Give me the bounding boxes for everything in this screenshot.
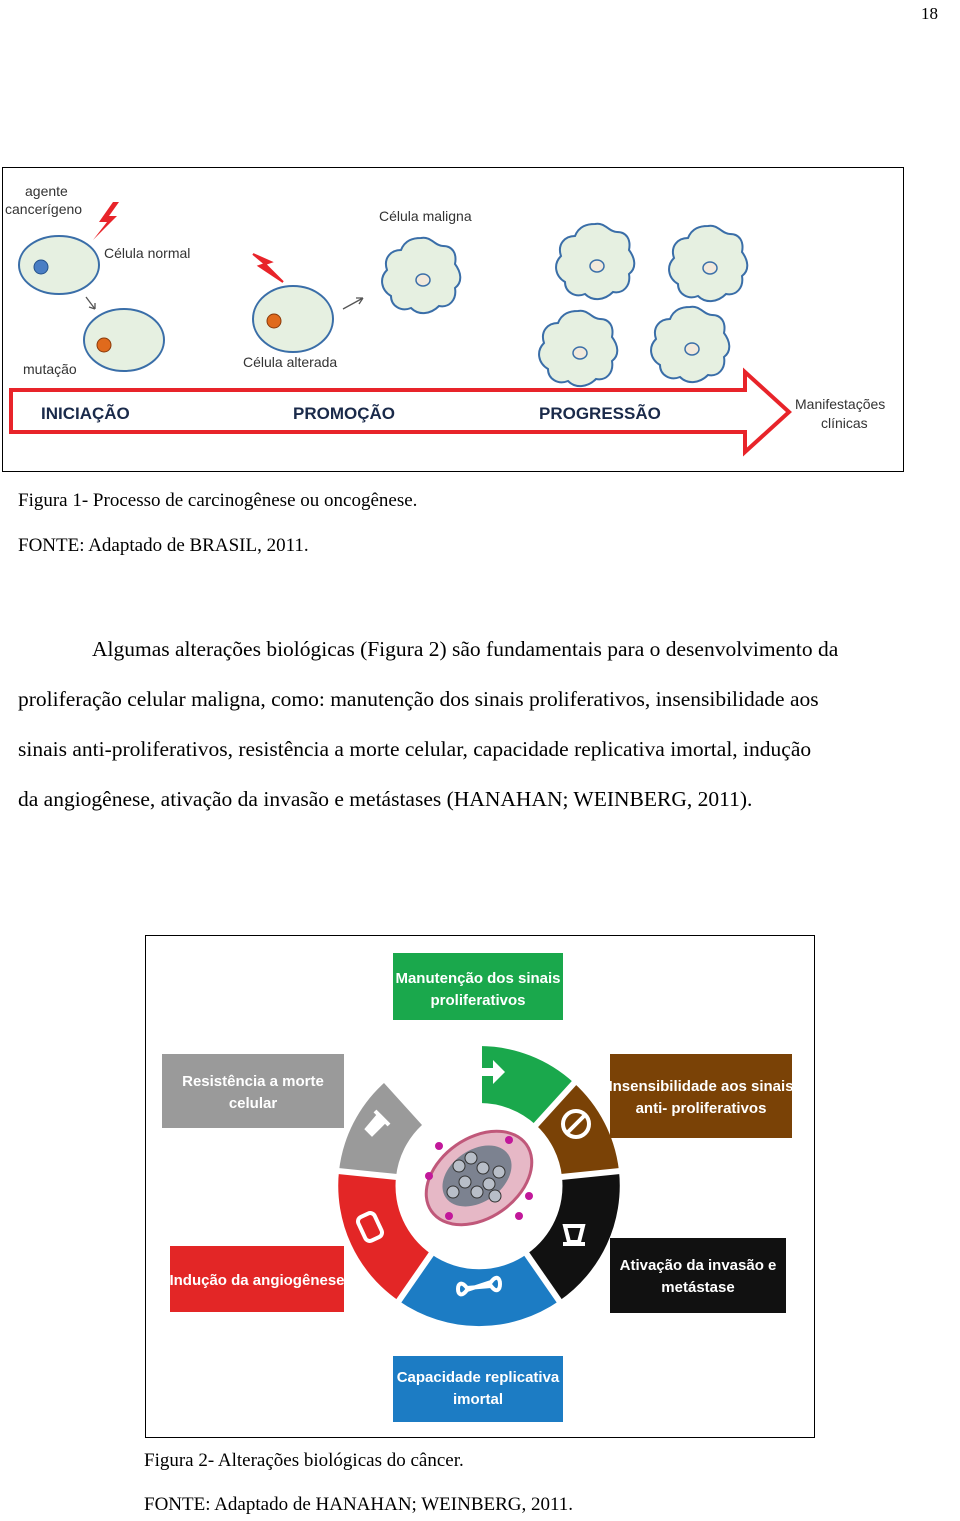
- stage-progressao: PROGRESSÃO: [539, 404, 661, 423]
- box-insensibilidade: [610, 1054, 792, 1138]
- figure2-caption: Figura 2- Alterações biológicas do câncer.: [144, 1450, 464, 1471]
- malignant-cell: [539, 311, 617, 386]
- label-agente: agente: [25, 183, 68, 199]
- svg-text:Resistência a morte: Resistência a morte: [182, 1073, 324, 1090]
- label-celula-alterada: Célula alterada: [243, 354, 338, 370]
- box-capacidade: [393, 1356, 563, 1422]
- nucleus-blue: [34, 260, 48, 274]
- page-number: 18: [921, 4, 938, 23]
- svg-text:imortal: imortal: [452, 1391, 504, 1408]
- label-cancerigeno: cancerígeno: [5, 201, 83, 217]
- stage-promocao: PROMOÇÃO: [293, 404, 395, 423]
- malignant-cell: [382, 238, 460, 313]
- lightning-icon: [253, 254, 283, 282]
- figure-hallmarks: [145, 935, 815, 1438]
- malignant-cell: [556, 224, 634, 299]
- svg-text:Indução da angiogênese: Indução da angiogênese: [169, 1272, 345, 1289]
- normal-cell: [19, 236, 99, 294]
- figure1-source: FONTE: Adaptado de BRASIL, 2011.: [18, 535, 309, 556]
- malignant-cell: [669, 226, 747, 301]
- label-celula-normal: Célula normal: [104, 245, 191, 261]
- mutated-cell: [84, 309, 164, 371]
- svg-text:Ativação da invasão e: Ativação da invasão e: [619, 1257, 777, 1274]
- svg-text:Insensibilidade aos sinais: Insensibilidade aos sinais: [608, 1078, 794, 1095]
- paragraph-line: Algumas alterações biológicas (Figura 2) são fundamentais para o desenvolvimento da: [92, 637, 839, 661]
- malignant-cell: [651, 307, 729, 382]
- label-celula-maligna: Célula maligna: [379, 208, 472, 224]
- svg-text:anti- proliferativos: anti- proliferativos: [635, 1100, 767, 1117]
- nucleus-orange: [267, 314, 281, 328]
- paragraph-line: proliferação celular maligna, como: manutenção dos sinais proliferativos, insensibilidade aos: [18, 687, 819, 711]
- stage-iniciacao: INICIAÇÃO: [41, 404, 130, 423]
- paragraph-line: da angiogênese, ativação da invasão e metástases (HANAHAN; WEINBERG, 2011).: [18, 787, 753, 811]
- paragraph-line: sinais anti-proliferativos, resistência a morte celular, capacidade replicativa imortal, indução: [18, 737, 812, 761]
- body-paragraph: [18, 624, 958, 824]
- svg-text:Manutenção dos sinais: Manutenção dos sinais: [395, 970, 561, 987]
- svg-text:Capacidade replicativa: Capacidade replicativa: [396, 1369, 560, 1386]
- nucleus-orange: [97, 338, 111, 352]
- svg-text:metástase: metástase: [661, 1279, 735, 1296]
- figure2-source: FONTE: Adaptado de HANAHAN; WEINBERG, 2011.: [144, 1494, 574, 1515]
- altered-cell: [253, 286, 333, 352]
- lightning-icon: [93, 202, 119, 240]
- figure-carcinogenesis: [2, 167, 904, 472]
- label-clinicas: clínicas: [821, 415, 868, 431]
- box-ativacao: [610, 1238, 786, 1313]
- box-resistencia: [162, 1054, 344, 1128]
- label-mutacao: mutação: [23, 361, 77, 377]
- figure1-caption: Figura 1- Processo de carcinogênese ou oncogênese.: [18, 490, 418, 511]
- label-manifestacoes: Manifestações: [795, 396, 886, 412]
- svg-text:proliferativos: proliferativos: [430, 992, 526, 1009]
- svg-text:celular: celular: [228, 1095, 278, 1112]
